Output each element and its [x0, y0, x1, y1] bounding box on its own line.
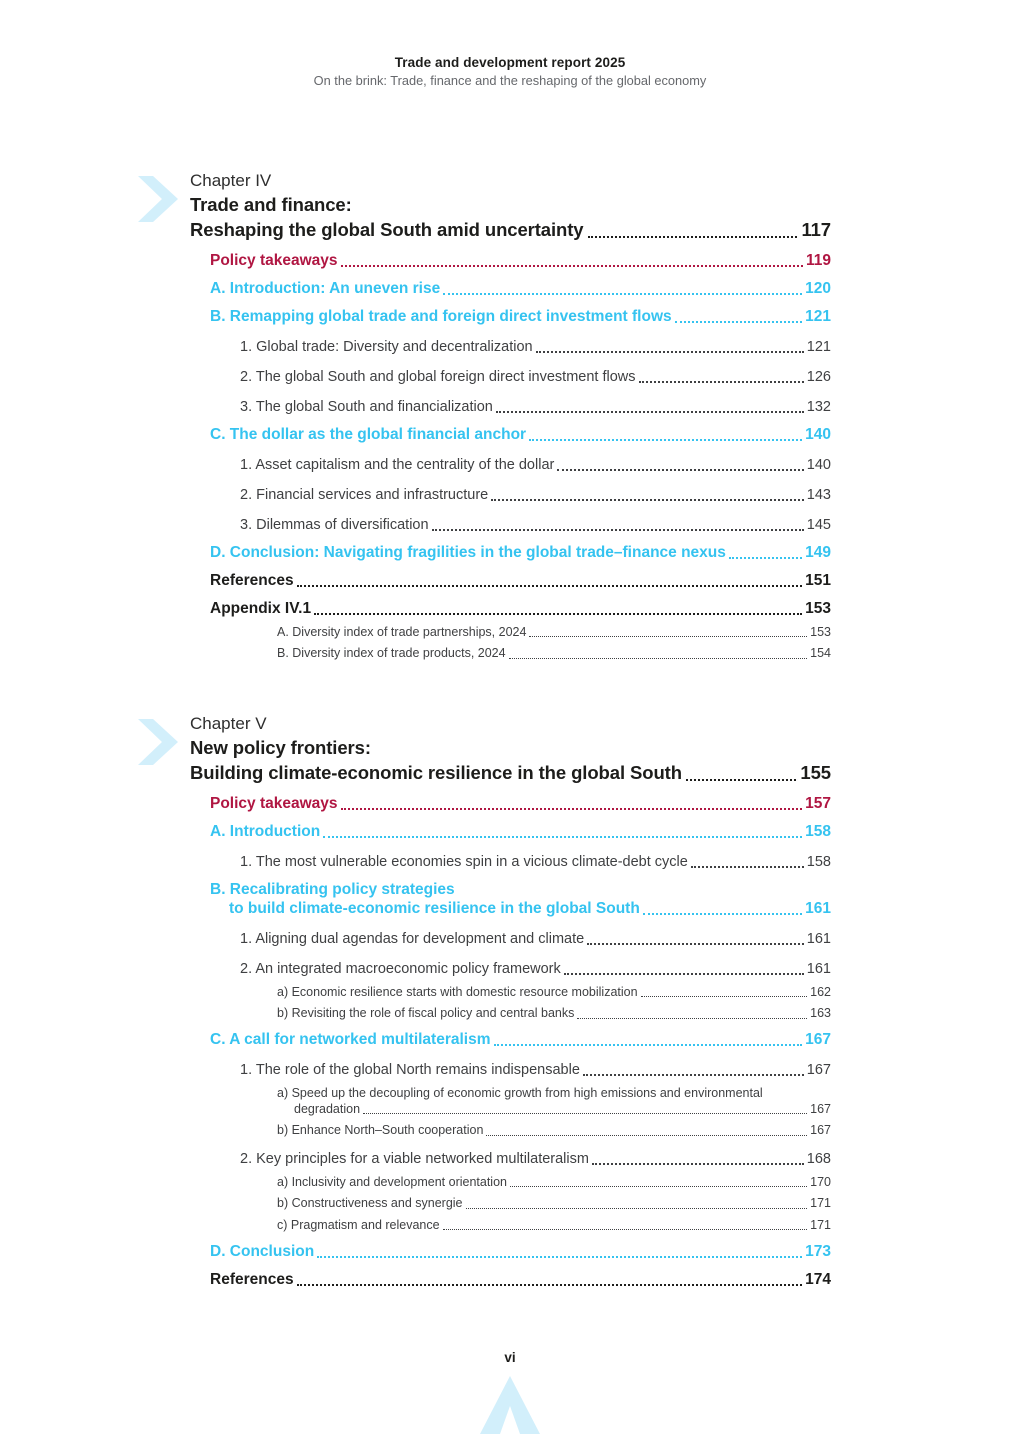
- toc-entry-label: C. The dollar as the global financial anchor: [210, 426, 527, 443]
- toc-entry-label: 1. Asset capitalism and the centrality of the dollar: [240, 457, 555, 473]
- toc-entry[interactable]: [277, 1085, 831, 1117]
- dot-leader: [314, 613, 802, 615]
- toc-entry[interactable]: [240, 486, 831, 504]
- dot-leader: [639, 381, 804, 383]
- dot-leader: [529, 439, 802, 441]
- toc-entry[interactable]: [240, 338, 831, 356]
- toc-entry-page: 119: [805, 252, 831, 269]
- toc-entry[interactable]: [277, 645, 831, 661]
- toc-entry-label: 2. An integrated macroeconomic policy framework: [240, 961, 561, 977]
- toc-entry-page: 174: [805, 1270, 831, 1288]
- toc-entry-page: 171: [810, 1196, 831, 1210]
- toc-entry-label: b) Enhance North–South cooperation: [277, 1123, 484, 1137]
- toc-entry[interactable]: [277, 624, 831, 640]
- dot-leader: [583, 1074, 804, 1076]
- toc-entry[interactable]: [240, 398, 831, 416]
- dot-leader: [686, 779, 796, 781]
- dot-leader: [529, 636, 807, 637]
- toc-entry-page: 162: [810, 984, 831, 999]
- toc-entry[interactable]: [210, 279, 831, 298]
- toc-entry-page: 158: [805, 823, 831, 840]
- toc-entry-label: 2. Financial services and infrastructure: [240, 487, 489, 503]
- toc-entry-page: 140: [806, 457, 831, 473]
- toc-entry-label: a) Inclusivity and development orientation: [277, 1174, 507, 1189]
- chevron-up-icon: [478, 1376, 542, 1436]
- page-header: [0, 55, 1020, 88]
- chapter-chevron-icon: [138, 719, 184, 765]
- toc-entry-label: 1. Global trade: Diversity and decentralization: [240, 339, 533, 355]
- chapter-label: Chapter V: [190, 714, 267, 733]
- dot-leader: [432, 529, 804, 531]
- toc-entry-label: b) Revisiting the role of fiscal policy and central banks: [277, 1006, 575, 1020]
- chapter-label: Chapter IV: [190, 171, 272, 190]
- dot-leader: [341, 265, 803, 267]
- toc-entry-page: 149: [805, 544, 831, 561]
- dot-leader: [587, 943, 804, 945]
- toc-entry-label: c) Pragmatism and relevance: [277, 1217, 440, 1232]
- toc-entry[interactable]: [240, 456, 831, 474]
- toc-entry-page: 121: [806, 339, 831, 355]
- toc-entry-page: 145: [806, 517, 831, 533]
- toc-item-list: [190, 251, 831, 661]
- toc-entry-page: 158: [806, 854, 831, 870]
- toc-entry-page: 157: [805, 795, 831, 812]
- toc-entry[interactable]: [277, 1174, 831, 1190]
- toc-entry-label: 1. Aligning dual agendas for development and climate: [240, 931, 585, 947]
- dot-leader: [641, 996, 808, 997]
- dot-leader: [443, 1229, 808, 1230]
- toc-entry-label: A. Diversity index of trade partnerships, 2024: [277, 624, 527, 639]
- toc-entry[interactable]: [210, 1242, 831, 1261]
- toc-entry-label: A. Introduction: An uneven rise: [210, 280, 441, 297]
- toc-entry-label: 2. Key principles for a viable networked multilateralism: [240, 1151, 589, 1167]
- toc-entry-page: 168: [806, 1151, 831, 1167]
- toc-entry[interactable]: [210, 571, 831, 590]
- toc-entry[interactable]: [210, 1270, 831, 1289]
- chapter-page: 117: [801, 219, 831, 240]
- toc-entry-label: degradation: [294, 1101, 361, 1116]
- dot-leader: [588, 236, 798, 238]
- toc-entry-page: 151: [805, 572, 831, 589]
- toc-entry[interactable]: [277, 1122, 831, 1138]
- toc-entry-page: 170: [810, 1174, 831, 1189]
- dot-leader: [729, 557, 802, 559]
- toc-entry-label: A. Introduction: [210, 823, 321, 840]
- chapter-title-line1: New policy frontiers:: [190, 737, 371, 758]
- toc-entry-line1: a) Speed up the decoupling of economic growth from high emissions and environmental: [277, 1085, 763, 1100]
- toc-entry-label: to build climate-economic resilience in the global South: [229, 900, 640, 917]
- toc-entry-label: D. Conclusion: [210, 1242, 315, 1260]
- toc-entry-page: 167: [806, 1062, 831, 1078]
- chapter-section-iv: [190, 170, 831, 661]
- toc-entry-page: 161: [805, 900, 831, 917]
- toc-entry[interactable]: [240, 853, 831, 871]
- dot-leader: [494, 1044, 803, 1046]
- toc-entry-page: 121: [805, 308, 831, 325]
- toc-entry-page: 161: [806, 931, 831, 947]
- toc-entry[interactable]: [210, 307, 831, 326]
- toc-entry-page: 173: [805, 1242, 831, 1260]
- dot-leader: [691, 866, 804, 868]
- dot-leader: [536, 351, 804, 353]
- toc-entry[interactable]: [210, 822, 831, 841]
- toc-entry-page: 167: [810, 1101, 831, 1116]
- toc-entry-page: 126: [806, 369, 831, 385]
- toc-entry[interactable]: [277, 1217, 831, 1233]
- dot-leader: [557, 469, 803, 471]
- toc-entry-page: 143: [806, 487, 831, 503]
- dot-leader: [496, 411, 804, 413]
- toc-entry-label: 3. The global South and financialization: [240, 399, 493, 415]
- toc-entry-label: References: [210, 572, 294, 589]
- toc-entry-label: Appendix IV.1: [210, 600, 312, 617]
- toc-entry-label: b) Constructiveness and synergie: [277, 1196, 463, 1210]
- toc-entry-label: Policy takeaways: [210, 252, 338, 269]
- dot-leader: [509, 658, 808, 659]
- toc-entry-page: 167: [805, 1031, 831, 1048]
- dot-leader: [675, 321, 803, 323]
- toc-item-list: [190, 794, 831, 1289]
- toc-entry[interactable]: [240, 1150, 831, 1168]
- toc-entry[interactable]: [277, 1195, 831, 1211]
- dot-leader: [341, 808, 803, 810]
- chapter-title-line2[interactable]: [190, 217, 831, 242]
- toc-entry-page: 167: [810, 1123, 831, 1137]
- chapter-title-text: Reshaping the global South amid uncertainty: [190, 219, 584, 240]
- chapter-section-v: [190, 713, 831, 1289]
- toc-entry-page: 153: [805, 600, 831, 617]
- dot-leader: [297, 585, 803, 587]
- page-number: vi: [504, 1350, 516, 1365]
- toc-entry-page: 132: [806, 399, 831, 415]
- toc-entry[interactable]: [210, 880, 831, 918]
- toc-entry[interactable]: [210, 543, 831, 562]
- toc-entry[interactable]: [240, 960, 831, 978]
- dot-leader: [323, 836, 802, 838]
- chapter-chevron-icon: [138, 176, 184, 222]
- toc-entry-label: 1. The most vulnerable economies spin in a vicious climate-debt cycle: [240, 854, 688, 870]
- toc-entry-label: B. Diversity index of trade products, 2024: [277, 646, 506, 660]
- dot-leader: [466, 1208, 808, 1209]
- toc-entry[interactable]: [277, 984, 831, 1000]
- toc-entry[interactable]: [240, 1061, 831, 1079]
- toc-entry-page: 140: [805, 426, 831, 443]
- toc-entry-label: 2. The global South and global foreign direct investment flows: [240, 369, 636, 385]
- report-subtitle: On the brink: Trade, finance and the reshaping of the global economy: [313, 73, 707, 88]
- toc-entry[interactable]: [210, 599, 831, 618]
- dot-leader: [443, 293, 802, 295]
- toc-entry-label: D. Conclusion: Navigating fragilities in the global trade–finance nexus: [210, 544, 726, 561]
- toc-entry-label: 3. Dilemmas of diversification: [240, 517, 429, 533]
- chapter-title-line2[interactable]: [190, 760, 831, 785]
- toc-entry-label: a) Economic resilience starts with domestic resource mobilization: [277, 984, 638, 999]
- toc-entry-page: 154: [810, 646, 831, 660]
- report-title: Trade and development report 2025: [394, 55, 626, 70]
- toc-entry[interactable]: [210, 794, 831, 813]
- dot-leader: [317, 1256, 802, 1258]
- page-footer: [0, 1350, 1020, 1436]
- table-of-contents: [190, 170, 831, 1289]
- dot-leader: [486, 1135, 807, 1136]
- toc-entry[interactable]: [240, 368, 831, 386]
- toc-entry-page: 163: [810, 1006, 831, 1020]
- toc-entry-label: 1. The role of the global North remains indispensable: [240, 1062, 580, 1078]
- toc-entry[interactable]: [240, 516, 831, 534]
- dot-leader: [297, 1284, 803, 1286]
- dot-leader: [643, 913, 802, 915]
- dot-leader: [592, 1163, 804, 1165]
- chapter-title-text: Building climate-economic resilience in the global South: [190, 762, 682, 783]
- toc-entry-label: Policy takeaways: [210, 795, 338, 812]
- dot-leader: [577, 1018, 807, 1019]
- toc-entry[interactable]: [240, 930, 831, 948]
- dot-leader: [363, 1113, 807, 1114]
- toc-entry-label: B. Remapping global trade and foreign direct investment flows: [210, 308, 672, 325]
- toc-entry[interactable]: [210, 425, 831, 444]
- toc-entry-page: 171: [810, 1217, 831, 1232]
- dot-leader: [564, 973, 804, 975]
- dot-leader: [491, 499, 804, 501]
- toc-entry-label: References: [210, 1270, 294, 1288]
- toc-entry[interactable]: [210, 251, 831, 270]
- toc-entry[interactable]: [277, 1005, 831, 1021]
- toc-entry-line1: B. Recalibrating policy strategies: [210, 881, 455, 898]
- chapter-title-line1: Trade and finance:: [190, 194, 352, 215]
- dot-leader: [510, 1186, 807, 1187]
- toc-entry-label: C. A call for networked multilateralism: [210, 1031, 491, 1048]
- toc-entry-page: 161: [806, 961, 831, 977]
- chapter-page: 155: [800, 762, 831, 783]
- toc-entry-page: 153: [810, 624, 831, 639]
- toc-entry-page: 120: [805, 280, 831, 297]
- toc-entry[interactable]: [210, 1030, 831, 1049]
